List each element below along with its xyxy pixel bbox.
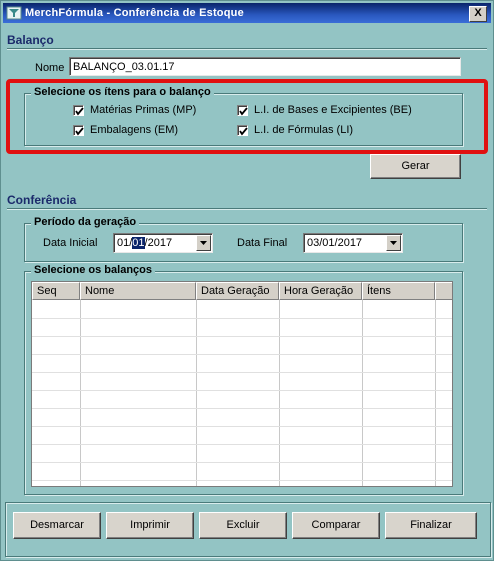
app-icon [6, 5, 22, 21]
checkbox-label: L.I. de Fórmulas (LI) [254, 124, 354, 136]
column-header-extra[interactable] [435, 282, 453, 300]
grid-row-line [32, 408, 453, 409]
checkbox-label: L.I. de Bases e Excipientes (BE) [254, 104, 412, 116]
checkbox-label: Embalagens (EM) [90, 124, 179, 136]
grid-row-line [32, 390, 453, 391]
grid-row-line [32, 444, 453, 445]
chevron-down-icon[interactable] [196, 235, 211, 251]
balancos-grid[interactable] [31, 281, 453, 487]
excluir-button[interactable]: Excluir [199, 512, 287, 539]
desmarcar-button[interactable]: Desmarcar [13, 512, 101, 539]
column-header-itens[interactable]: Ítens [362, 282, 435, 300]
comparar-button[interactable]: Comparar [292, 512, 380, 539]
data-inicial-label: Data Inicial [43, 237, 98, 249]
grid-row-line [32, 480, 453, 481]
column-header-data-geracao[interactable]: Data Geração [196, 282, 279, 300]
imprimir-button[interactable]: Imprimir [106, 512, 194, 539]
grid-row-line [32, 462, 453, 463]
balanco-divider [7, 48, 487, 50]
chevron-down-icon[interactable] [386, 235, 401, 251]
data-inicial-picker[interactable] [113, 233, 213, 253]
nome-input[interactable] [69, 57, 461, 76]
conferencia-divider [7, 208, 487, 210]
itens-group-title: Selecione os ítens para o balanço [31, 86, 214, 98]
grid-row-line [32, 426, 453, 427]
balanco-section-title: Balanço [7, 33, 54, 47]
grid-column-divider [362, 300, 363, 487]
periodo-group-title: Período da geração [31, 216, 139, 228]
column-header-hora-geracao[interactable]: Hora Geração [279, 282, 362, 300]
column-header-nome[interactable]: Nome [80, 282, 196, 300]
balancos-group-title: Selecione os balanços [31, 264, 155, 276]
grid-row-line [32, 354, 453, 355]
grid-column-divider [435, 300, 436, 487]
window-title: MerchFórmula - Conferência de Estoque [25, 7, 244, 19]
conferencia-section-title: Conferência [7, 193, 77, 207]
grid-row-line [32, 372, 453, 373]
finalizar-button[interactable]: Finalizar [385, 512, 477, 539]
data-final-value[interactable]: 03/01/2017 [307, 237, 363, 249]
grid-row-line [32, 336, 453, 337]
column-header-seq[interactable]: Seq [32, 282, 80, 300]
nome-label: Nome [35, 62, 65, 74]
checkbox-label: Matérias Primas (MP) [90, 104, 197, 116]
grid-column-divider [279, 300, 280, 487]
title-bar[interactable] [3, 3, 491, 23]
data-inicial-value[interactable]: 01/01/2017 [117, 237, 173, 249]
grid-row-line [32, 318, 453, 319]
close-button[interactable]: X [469, 6, 487, 22]
grid-column-divider [80, 300, 81, 487]
data-final-picker[interactable] [303, 233, 403, 253]
grid-column-divider [196, 300, 197, 487]
gerar-button[interactable]: Gerar [370, 154, 461, 179]
highlight-annotation [6, 79, 488, 154]
data-final-label: Data Final [237, 237, 288, 249]
